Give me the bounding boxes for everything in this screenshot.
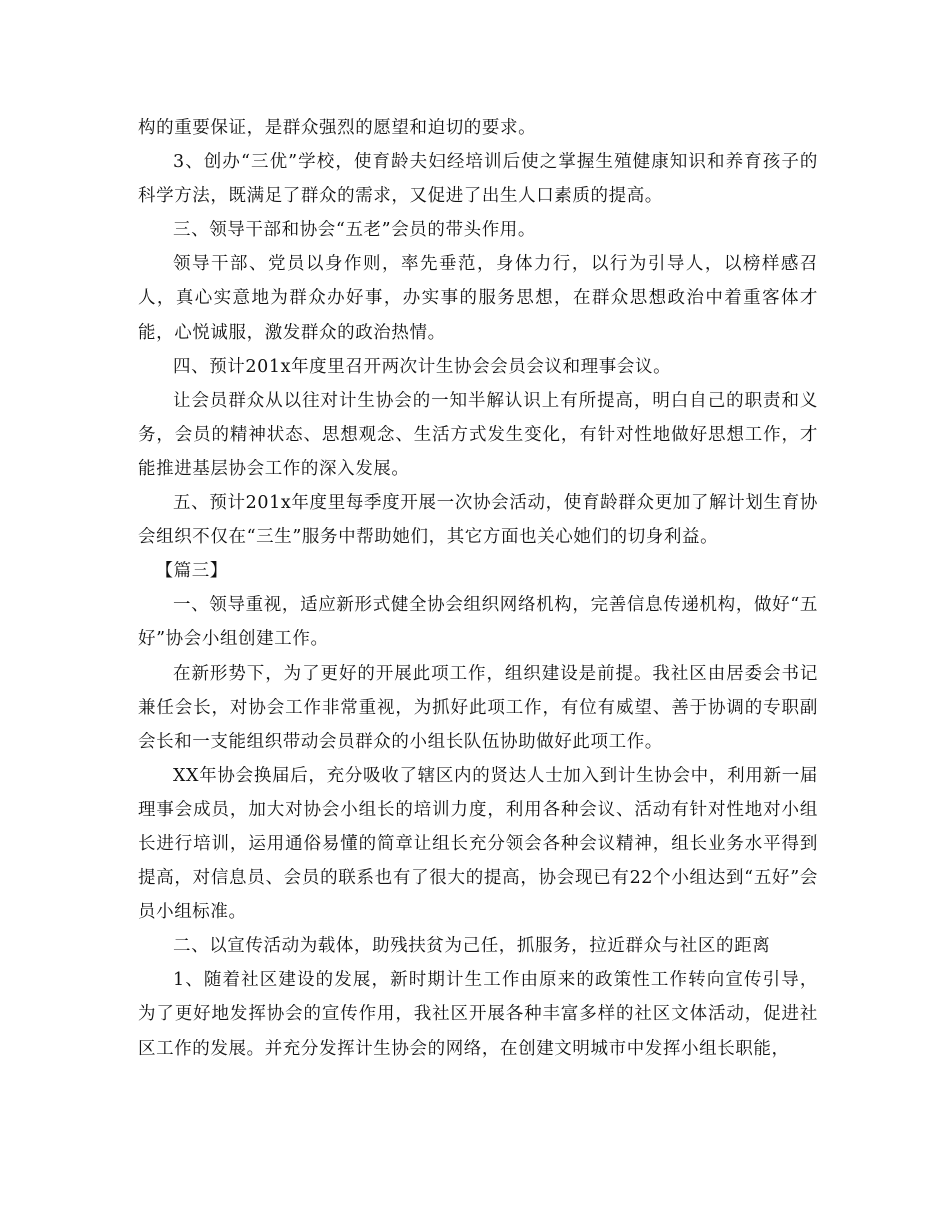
section-heading-leaders: 三、领导干部和协会“五老”会员的带头作用。 <box>173 220 536 241</box>
paragraph-training: XX年协会换届后，充分吸收了辖区内的贤达人士加入到计生协会中，利用新一届理事会成员，加大对协会小组长的培训力度，利用各种会议、活动有针对性地对小组长进行培训，运用通俗易懂的简章让组长充分领会各种会议精神，组长业务水平得到提高，对信息员、会员的联系也有了很大的提高，协会现已有22个小组达到“五好”会员小组标准。 <box>138 765 818 923</box>
section-heading-publicity: 二、以宣传活动为载体，助残扶贫为己任，抓服务，拉近群众与社区的距离 <box>173 936 771 957</box>
paragraph-meetings: 让会员群众从以往对计生协会的一知半解认识上有所提高，明白自己的职责和义务，会员的精神状态、思想观念、生活方式发生变化，有针对性地做好思想工作，才能推进基层协会工作的深入发展。 <box>138 390 818 479</box>
section-heading-meetings: 四、预计201x年度里召开两次计生协会会员会议和理事会议。 <box>173 356 672 377</box>
paragraph-publicity: 1、随着社区建设的发展，新时期计生工作由原来的政策性工作转向宣传引导，为了更好地发挥协会的宣传作用，我社区开展各种丰富多样的社区文体活动，促进社区工作的发展。并充分发挥计生协会的网络，在创建文明城市中发挥小组长职能， <box>138 970 818 1059</box>
paragraph-continuation: 构的重要保证，是群众强烈的愿望和迫切的要求。 <box>138 118 537 138</box>
section-heading-organization: 一、领导重视，适应新形式健全协会组织网络机构，完善信息传递机构，做好“五好”协会小组创建工作。 <box>138 595 818 650</box>
section-heading-activities: 五、预计201x年度里每季度开展一次协会活动，使育龄群众更加了解计划生育协会组织不仅在“三生”服务中帮助她们，其它方面也关心她们的切身利益。 <box>138 493 818 548</box>
paragraph-sanyou-school: 3、创办“三优”学校，使育龄夫妇经培训后使之掌握生殖健康知识和养育孩子的科学方法，既满足了群众的需求，又促进了出生人口素质的提高。 <box>138 152 818 207</box>
paragraph-organization: 在新形势下，为了更好的开展此项工作，组织建设是前提。我社区由居委会书记兼任会长，对协会工作非常重视，为抓好此项工作，有位有威望、善于协调的专职副会长和一支能组织带动会员群众的小组长队伍协助做好此项工作。 <box>138 663 818 752</box>
part-heading: 【篇三】 <box>155 561 228 582</box>
paragraph-leaders: 领导干部、党员以身作则，率先垂范，身体力行，以行为引导人，以榜样感召人，真心实意地为群众办好事，办实事的服务思想，在群众思想政治中着重客体才能，心悦诚服，激发群众的政治热情。 <box>138 254 818 343</box>
document-page <box>138 111 818 1066</box>
